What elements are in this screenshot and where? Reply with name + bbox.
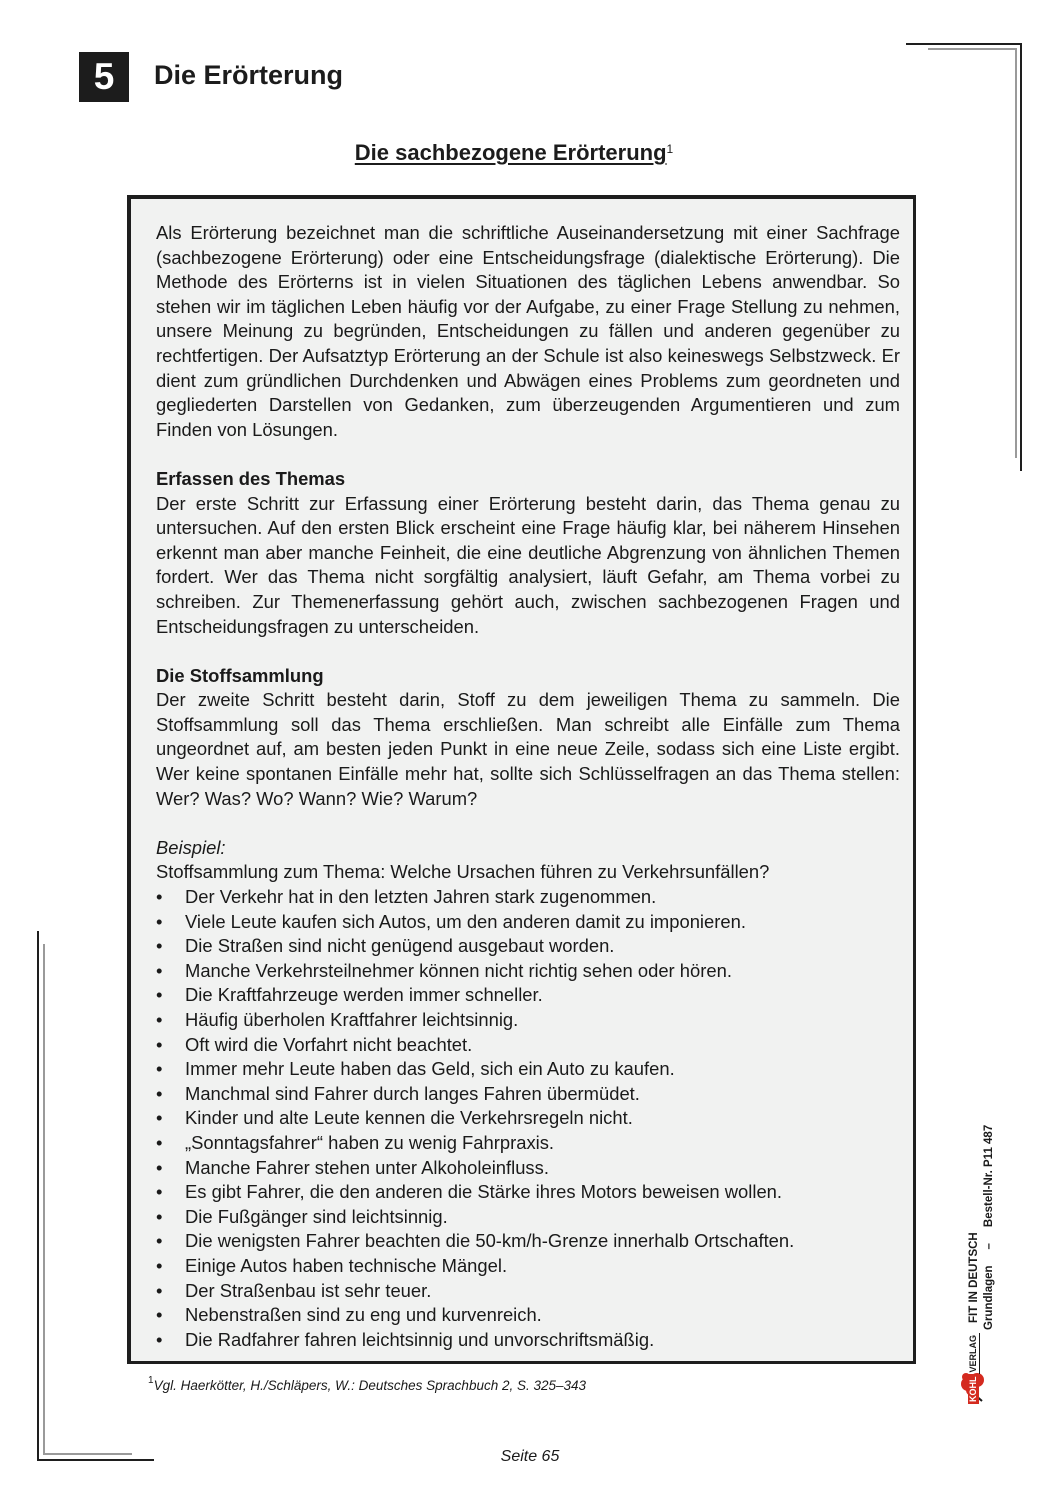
list-item (156, 983, 900, 1008)
frame-line-bottom-left-grey-v (43, 944, 45, 1455)
list-item-text: Die Fußgänger sind leichtsinnig. (185, 1205, 448, 1227)
list-item-text: Oft wird die Vorfahrt nicht beachtet. (185, 1033, 473, 1055)
bullet-icon: • (156, 1131, 163, 1153)
list-item (156, 1229, 900, 1254)
frame-line-top-right-grey-h (928, 48, 1016, 50)
bullet-icon: • (156, 1009, 163, 1030)
section-title (0, 140, 1028, 166)
bullet-icon: • (156, 1156, 163, 1178)
list-item-text: Manche Fahrer stehen unter Alkoholeinfluss. (185, 1156, 549, 1178)
example-label: Beispiel: (156, 836, 226, 858)
bullet-icon: • (156, 1107, 163, 1129)
content-box-body (156, 221, 900, 1352)
frame-line-bottom-left-dark-v (37, 931, 39, 1461)
list-item (156, 1057, 900, 1082)
bullet-icon: • (156, 1254, 163, 1276)
footnote (148, 1375, 587, 1393)
list-item-text: Der Verkehr hat in den letzten Jahren stark zugenommen. (185, 886, 657, 908)
list-item-text: Viele Leute kaufen sich Autos, um den anderen damit zu imponieren. (185, 910, 746, 932)
frame-line-top-right-dark-h (906, 43, 1022, 45)
bullet-icon: • (156, 1082, 163, 1104)
list-item-text: Immer mehr Leute haben das Geld, sich ein Auto zu kaufen. (185, 1058, 675, 1080)
example-topic: Stoffsammlung zum Thema: Welche Ursachen führen zu Verkehrsunfällen? (156, 861, 770, 883)
bullet-icon: • (156, 935, 163, 957)
bullet-icon: • (156, 1328, 163, 1350)
paragraph-stoffsammlung: Der zweite Schritt besteht darin, Stoff zu dem jeweiligen Thema zu sammeln. Die Stoffsammlung soll das Thema erschließen. Man schreibt alle Einfälle zum Thema ungeordnet auf, am besten jeden Punkt in eine neue Zeile, sodass sich eine Liste ergibt. Wer keine spontanen Einfälle mehr hat, sollte sich Schlüsselfragen an das Thema stellen: Wer? Was? Wo? Wann? Wie? Warum? (156, 689, 900, 809)
list-item-text: Die Kraftfahrzeuge werden immer schneller. (185, 984, 543, 1006)
series-title: FIT IN DEUTSCH (967, 1232, 980, 1323)
bullet-icon: • (156, 1279, 163, 1301)
list-item (156, 1008, 900, 1033)
order-number: Bestell-Nr. P11 487 (982, 1124, 995, 1228)
publisher-kohl: KOHL (968, 1376, 978, 1402)
list-item-text: Kinder und alte Leute kennen die Verkehrsregeln nicht. (185, 1107, 633, 1129)
footnote-text: Vgl. Haerkötter, H./Schläpers, W.: Deutsches Sprachbuch 2, S. 325–343 (153, 1378, 587, 1393)
list-item-text: Nebenstraßen sind zu eng und kurvenreich. (185, 1304, 542, 1326)
chapter-number-badge: 5 (79, 52, 129, 102)
subheading-stoffsammlung: Die Stoffsammlung (156, 664, 324, 686)
frame-line-top-right-grey-v (1015, 48, 1017, 458)
list-item-text: Manchmal sind Fahrer durch langes Fahren übermüdet. (185, 1082, 640, 1104)
intro-paragraph: Als Erörterung bezeichnet man die schriftliche Auseinandersetzung mit einer Sachfrage (sachbezogene Erörterung) oder eine Entscheidungsfrage (dialektische Erörterung). Die Methode des Erörterns ist in vielen Situationen des täglichen Lebens anwendbar. So stehen wir im täglichen Leben häufig vor der Aufgabe, zu einer Frage Stellung zu nehmen, unsere Meinung zu begründen, Entscheidungen zu fällen und anderen gegenüber zu rechtfertigen. Der Aufsatztyp Erörterung an der Schule ist also keineswegs Selbstzweck. Er dient zum gründlichen Durchdenken und Abwägen eines Problems zum geordneten und gegliederten Darstellen von Gedanken, zum überzeugenden Argumentieren und zum Finden von Lösungen. (156, 222, 900, 440)
bullet-icon: • (156, 1205, 163, 1227)
page-number: Seite 65 (500, 1448, 560, 1465)
publisher-sidebar (966, 1125, 996, 1404)
list-item-text: Die Straßen sind nicht genügend ausgebaut worden. (185, 935, 615, 957)
bullet-icon: • (156, 910, 163, 932)
list-item (156, 959, 900, 984)
list-item-text: Es gibt Fahrer, die den anderen die Stärke ihres Motors beweisen wollen. (185, 1181, 783, 1203)
list-item (156, 1205, 900, 1230)
list-item (156, 934, 900, 959)
paragraph-erfassen: Der erste Schritt zur Erfassung einer Erörterung besteht darin, das Thema genau zu untersuchen. Auf den ersten Blick erscheint eine Frage häufig klar, bei näherem Hinsehen erkennt man aber manche Feinheit, die eine deutliche Abgrenzung von ähnlichen Themen fordert. Wer das Thema nicht sorgfältig analysiert, läuft Gefahr, am Thema vorbei zu schreiben. Zur Themenerfassung gehört auch, zwischen sachbezogenen Fragen und Entscheidungsfragen zu unterscheiden. (156, 492, 900, 637)
list-item-text: Einige Autos haben technische Mängel. (185, 1254, 508, 1276)
bullet-icon: • (156, 1058, 163, 1080)
list-item (156, 1254, 900, 1279)
list-item (156, 1106, 900, 1131)
list-item-text: Der Straßenbau ist sehr teuer. (185, 1279, 432, 1301)
list-item (156, 1156, 900, 1181)
list-item-text: Die Radfahrer fahren leichtsinnig und unvorschriftsmäßig. (185, 1328, 655, 1350)
section-title-text: Die sachbezogene Erörterung (354, 140, 667, 165)
bullet-icon: • (156, 1033, 163, 1055)
list-item-text: Häufig überholen Kraftfahrer leichtsinnig. (185, 1009, 519, 1030)
list-item (156, 1131, 900, 1156)
list-item (156, 910, 900, 935)
content-box (127, 195, 916, 1364)
publisher-verlag: VERLAG (967, 1334, 978, 1373)
frame-line-top-right-dark-v (1020, 43, 1022, 471)
chapter-title: Die Erörterung (154, 60, 344, 90)
bullet-icon: • (156, 984, 163, 1006)
footnote-marker: 1 (148, 1375, 154, 1386)
bullet-icon: • (156, 959, 163, 981)
bullet-icon: • (156, 886, 163, 908)
bullet-icon: • (156, 1181, 163, 1203)
list-item (156, 1180, 900, 1205)
example-list (156, 885, 900, 1352)
list-item (156, 1033, 900, 1058)
list-item (156, 1082, 900, 1107)
list-item (156, 885, 900, 910)
list-item-text: „Sonntagsfahrer“ haben zu wenig Fahrpraxis. (185, 1131, 555, 1153)
bullet-icon: • (156, 1230, 163, 1252)
separator: – (982, 1243, 995, 1250)
publisher-logo (968, 1333, 980, 1404)
volume-title: Grundlagen (982, 1265, 995, 1330)
list-item-text: Manche Verkehrsteilnehmer können nicht richtig sehen oder hören. (185, 959, 732, 981)
list-item-text: Die wenigsten Fahrer beachten die 50-km/h-Grenze innerhalb Ortschaften. (185, 1230, 795, 1252)
list-item (156, 1279, 900, 1304)
subheading-erfassen: Erfassen des Themas (156, 467, 346, 489)
footnote-reference[interactable]: 1 (666, 142, 674, 156)
list-item (156, 1328, 900, 1353)
list-item (156, 1303, 900, 1328)
bullet-icon: • (156, 1304, 163, 1326)
